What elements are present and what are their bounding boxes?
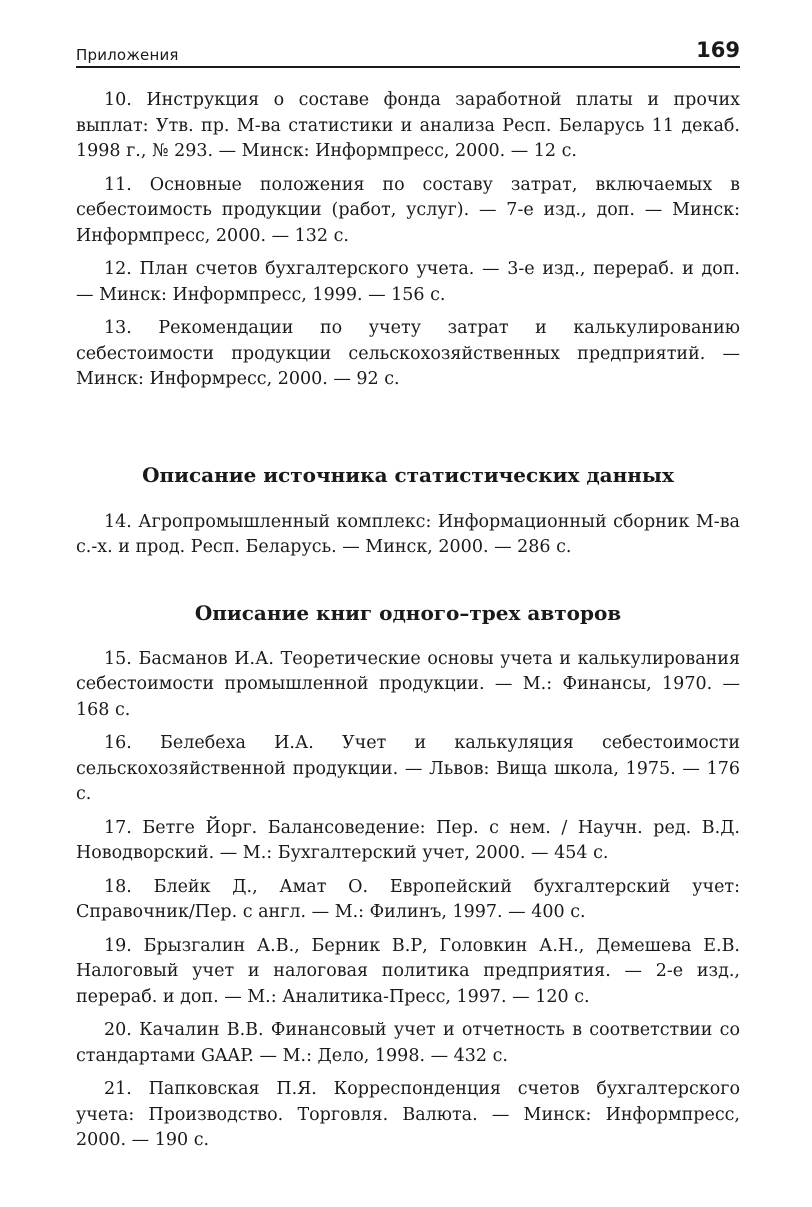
reference-list-books [76, 647, 740, 1154]
reference-entry-15: 15. Басманов И.А. Теоретические основы учета и калькулирования себестоимости промышленной продукции. — М.: Финансы, 1970. — 168 с. [76, 648, 740, 720]
reference-list-statistics [76, 510, 740, 561]
reference-entry-17: 17. Бетге Йорг. Балансоведение: Пер. с нем. / Научн. ред. В.Д. Новодворский. — М.: Бухгалтерский учет, 2000. — 454 с. [76, 817, 740, 863]
reference-entry-14: 14. Агропромышленный комплекс: Информационный сборник М-ва с.-х. и прод. Респ. Беларусь. — Минск, 2000. — 286 с. [76, 511, 740, 557]
reference-entry-10: 10. Инструкция о составе фонда заработной платы и прочих выплат: Утв. пр. М-ва статистики и анализа Респ. Беларусь 11 декаб. 1998 г., № 293. — Минск: Информпресс, 2000. — 12 с. [76, 90, 740, 161]
reference-entry-13: 13. Рекомендации по учету затрат и калькулированию себестоимости продукции сельскохозяйственных предприятий. — Минск: Информресс, 2000. — 92 с. [76, 318, 740, 389]
page-bottom-space [76, 1162, 740, 1202]
reference-entry-18: 18. Блейк Д., Амат О. Европейский бухгалтерский учет: Справочник/Пер. с англ. — М.: Филинъ, 1997. — 400 с. [76, 876, 740, 922]
reference-entry-12: 12. План счетов бухгалтерского учета. — 3-е изд., перераб. и доп. — Минск: Информпресс, 1999. — 156 с. [76, 259, 740, 305]
reference-entry-19: 19. Брызгалин А.В., Берник В.Р, Головкин А.Н., Демешева Е.В. Налоговый учет и налоговая политика предприятия. — 2-е изд., перераб. и доп. — М.: Аналитика-Пресс, 1997. — 120 с. [76, 935, 740, 1007]
section-title: Приложения [76, 46, 179, 64]
reference-entry-16: 16. Белебеха И.А. Учет и калькуляция себестоимости сельскохозяйственной продукции. — Львов: Вища школа, 1975. — 176 с. [76, 733, 740, 804]
running-header [76, 38, 740, 68]
reference-entry-11: 11. Основные положения по составу затрат, включаемых в себестоимость продукции (работ, услуг). — 7-е изд., доп. — Минск: Информпресс, 2000. — 132 с. [76, 174, 740, 246]
reference-entry-20: 20. Качалин В.В. Финансовый учет и отчетность в соответствии со стандартами GAAP. — М.: Дело, 1998. — 432 с. [76, 1020, 740, 1066]
reference-entry-21: 21. Папковская П.Я. Корреспонденция счетов бухгалтерского учета: Производство. Торговля. Валюта. — Минск: Информпресс, 2000. — 190 с. [76, 1079, 740, 1150]
book-page [76, 38, 740, 1202]
section-heading-books: Описание книг одного–трех авторов [194, 600, 622, 625]
section-heading-statistics: Описание источника статистических данных [142, 462, 674, 487]
reference-list [76, 88, 740, 393]
page-number: 169 [696, 38, 740, 62]
